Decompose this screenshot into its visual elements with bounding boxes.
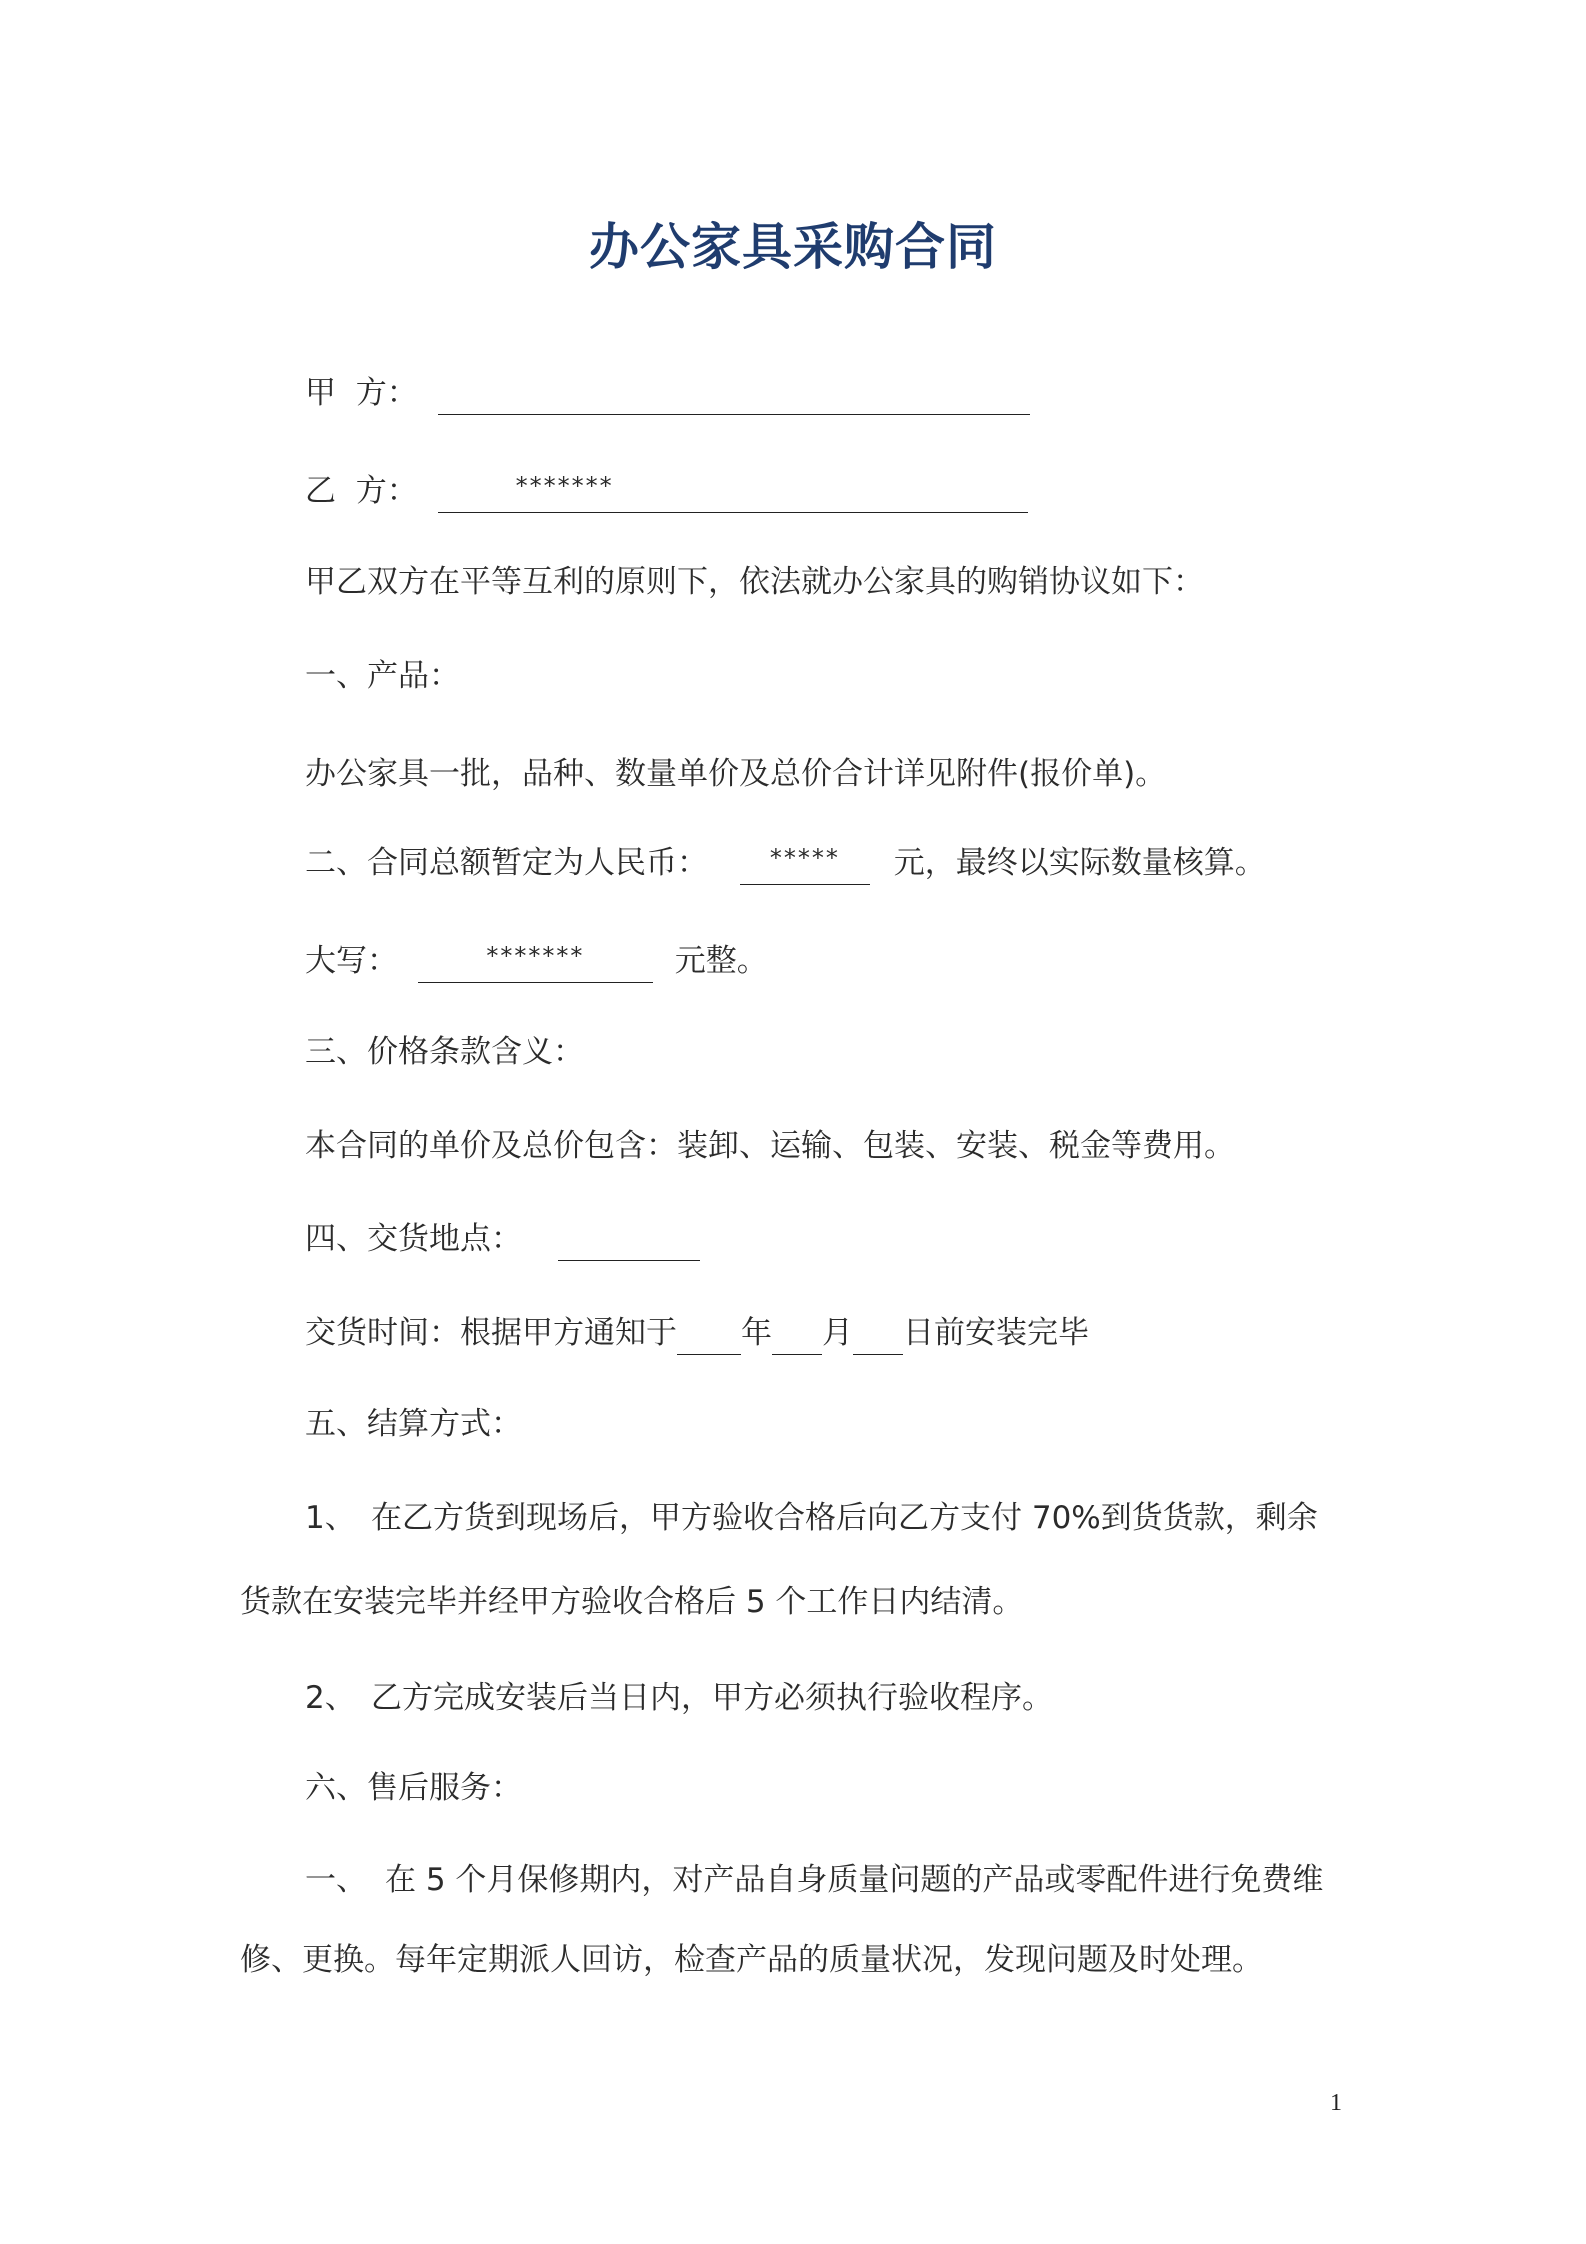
settlement-item-2 — [305, 1676, 1053, 1720]
page-number: 1 — [1330, 2090, 1342, 2116]
settlement-item-1-number: 1、 — [305, 1500, 356, 1536]
settlement-item-2-text: 乙方完成安装后当日内，甲方必须执行验收程序。 — [371, 1680, 1053, 1716]
after-sales-item-1-line2: 修、更换。每年定期派人回访，检查产品的质量状况，发现问题及时处理。 — [240, 1942, 1263, 1978]
section-1-heading: 一、产品： — [305, 658, 460, 694]
party-b-label: 乙 方： — [305, 473, 418, 509]
delivery-year-label: 年 — [741, 1315, 772, 1351]
section-2-suffix: 元，最终以实际数量核算。 — [893, 845, 1266, 881]
settlement-item-1-line1: 在乙方货到现场后，甲方验收合格后向乙方支付 70%到货货款，剩余 — [371, 1500, 1318, 1536]
capital-amount-row — [305, 938, 768, 983]
section-4-row — [305, 1216, 700, 1261]
delivery-time-prefix: 交货时间：根据甲方通知于 — [305, 1315, 677, 1351]
party-b-field: ******* — [438, 468, 1028, 513]
section-1-text: 办公家具一批，品种、数量单价及总价合计详见附件(报价单)。 — [305, 756, 1167, 792]
delivery-place-label: 四、交货地点： — [305, 1221, 522, 1257]
section-2-prefix: 二、合同总额暂定为人民币： — [305, 845, 708, 881]
section-3-heading: 三、价格条款含义： — [305, 1034, 584, 1070]
party-a-label: 甲 方： — [305, 375, 418, 411]
delivery-month-field — [772, 1310, 822, 1355]
document-title: 办公家具采购合同 — [589, 218, 997, 276]
capital-prefix: 大写： — [305, 943, 398, 979]
settlement-item-1-line2: 货款在安装完毕并经甲方验收合格后 5 个工作日内结清。 — [240, 1584, 1024, 1620]
delivery-month-label: 月 — [822, 1315, 853, 1351]
after-sales-item-1-line1: 在 5 个月保修期内，对产品自身质量问题的产品或零配件进行免费维 — [385, 1862, 1324, 1898]
delivery-day-field — [853, 1310, 903, 1355]
capital-suffix: 元整。 — [674, 943, 768, 979]
delivery-day-suffix: 日前安装完毕 — [903, 1315, 1089, 1351]
party-a-row — [305, 370, 1030, 415]
delivery-place-field — [558, 1216, 700, 1261]
contract-amount-field: ***** — [740, 840, 870, 885]
after-sales-item-1-number: 一、 — [305, 1862, 367, 1898]
settlement-item-2-number: 2、 — [305, 1680, 356, 1716]
after-sales-item-1 — [305, 1858, 1323, 1902]
section-3-text: 本合同的单价及总价包含：装卸、运输、包装、安装、税金等费用。 — [305, 1128, 1235, 1164]
capital-amount-field: ******* — [418, 938, 653, 983]
party-a-field — [438, 370, 1030, 415]
party-b-row — [305, 468, 1028, 513]
section-5-heading: 五、结算方式： — [305, 1406, 522, 1442]
section-2-row — [305, 840, 1266, 885]
delivery-time-row — [305, 1310, 1089, 1355]
settlement-item-1 — [305, 1496, 1318, 1540]
intro-text: 甲乙双方在平等互利的原则下，依法就办公家具的购销协议如下： — [305, 564, 1204, 600]
section-6-heading: 六、售后服务： — [305, 1770, 522, 1806]
delivery-year-field — [677, 1310, 741, 1355]
